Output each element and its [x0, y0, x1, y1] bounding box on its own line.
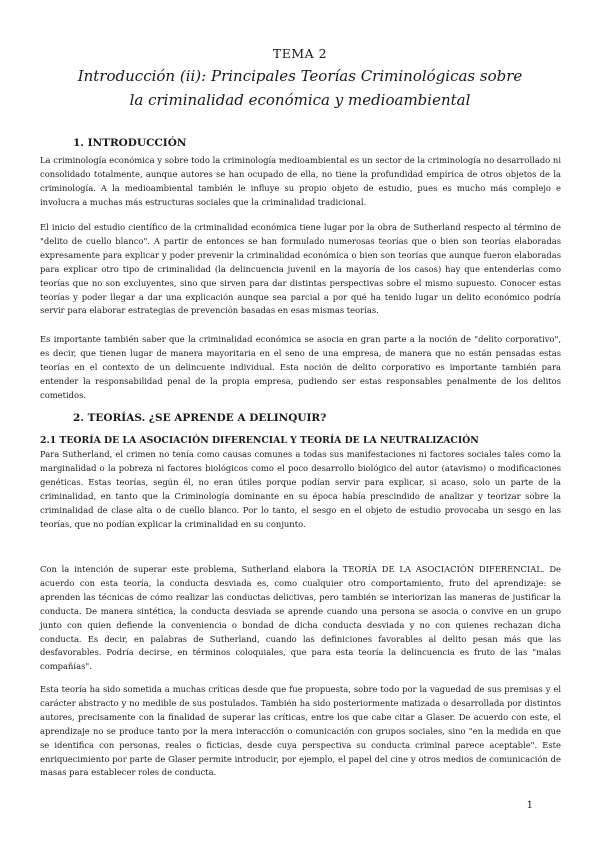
topic-number: TEMA 2	[272, 46, 328, 61]
section-1-heading: 1. INTRODUCCIÓN	[73, 137, 187, 149]
section-1-paragraph-3: Es importante también saber que la criminalidad económica se asocia en gran parte a la noción de "delito corporativo", es decir, que tienen lugar de manera mayoritaria en el seno de una empresa, de manera que no están pensadas estas teorías en el contexto de un delincuente individual. Esta noción de delito corporativo es importante también para entender la responsabilidad penal de la propia empresa, pudiendo ser estas responsables penalmente de los delitos cometidos.	[40, 334, 561, 400]
document-title	[60, 64, 540, 112]
page-number: 1	[526, 800, 533, 811]
section-2-paragraph-3: Esta teoría ha sido sometida a muchas críticas desde que fue propuesta, sobre todo por la vaguedad de sus premisas y el carácter abstracto y no medible de sus postulados. También ha sido posteriormente matizada o desarrollada por distintos autores, precisamente con la finalidad de superar las críticas, entre los que cabe citar a Glaser. De acuerdo con este, el aprendizaje no se produce tanto por la mera interacción o comunicación con grupos sociales, sino "en la medida en que se identifica con personas, reales o ficticias, desde cuya perspectiva su conducta criminal parece aceptable". Este enriquecimiento por parte de Glaser permite introducir, por ejemplo, el papel del cine y otros medios de comunicación de masas para establecer roles de conducta.	[40, 684, 561, 778]
section-1-paragraph-2: El inicio del estudio científico de la criminalidad económica tiene lugar por la obra de Sutherland respecto al término de "delito de cuello blanco". A partir de entonces se han formulado numerosas teorías que o bien son teorías elaboradas expresamente para explicar y poder prevenir la criminalidad económica o bien son teorías que aunque fueron elaboradas para explicar otro tipo de criminalidad (la delincuencia juvenil en la mayoría de los casos) hay que entenderlas como teorías que no son excluyentes, sino que sirven para dar distintas perspectivas sobre el mismo supuesto. Conocer estas teorías y poder llegar a dar una explicación aunque sea parcial a por qué ha tenido lugar un delito económico podría servir para elaborar estrategias de prevención basadas en esas mismas teorías.	[40, 222, 561, 316]
title-line-1: Introducción (ii): Principales Teorías Criminológicas sobre	[77, 67, 523, 85]
subsection-2-1-heading: 2.1 TEORÍA DE LA ASOCIACIÓN DIFERENCIAL Y TEORÍA DE LA NEUTRALIZACIÓN	[40, 435, 479, 446]
title-line-2: la criminalidad económica y medioambiental	[129, 91, 471, 109]
section-2-heading: 2. TEORÍAS. ¿SE APRENDE A DELINQUIR?	[73, 412, 327, 424]
section-1-paragraph-1: La criminología económica y sobre todo la criminología medioambiental es un sector de la criminología no desarrollado ni consolidado totalmente, aunque autores se han ocupado de ella, no tiene la profundidad empírica de otros objetos de la criminología. A la medioambiental también le influye su propio objeto de estudio, pues es mucho más complejo e involucra a muchas más estructuras sociales que la criminalidad tradicional.	[40, 155, 561, 207]
section-2-paragraph-1: Para Sutherland, el crimen no tenía como causas comunes a todas sus manifestaciones ni factores sociales tales como la marginalidad o la pobreza ni factores biológicos como el poco desarrollo biológico del autor (atavismo) o modificaciones genéticas. Estas teorías, según él, no eran útiles porque podían servir para explicar, si acaso, solo un parte de la criminalidad, en tanto que la Criminología dominante en su época había prescindido de analizar y teorizar sobre la criminalidad de clase alta o de cuello blanco. Por lo tanto, el sesgo en el objeto de estudio provocaba un sesgo en las teorías, que no podían explicar la criminalidad en su conjunto.	[40, 449, 561, 529]
section-2-paragraph-2: Con la intención de superar este problema, Sutherland elabora la TEORÍA DE LA ASOCIACIÓN DIFERENCIAL. De acuerdo con esta teoría, la conducta desviada es, como cualquier otro comportamiento, fruto del aprendizaje: se aprenden las técnicas de cómo realizar las conductas delictivas, pero también se interiorizan las maneras de justificar la conducta. De manera sintética, la conducta desviada se aprende cuando una persona se asocia o convive en un grupo junto con quien defiende la conveniencia o bondad de dicha conducta desviada y no con quienes rechazan dicha conducta. Es decir, en palabras de Sutherland, cuando las definiciones favorables al delito pesan más que las desfavorables. Podría decirse, en términos coloquiales, que para esta teoría la delincuencia es fruto de las "malas compañías".	[40, 564, 561, 672]
